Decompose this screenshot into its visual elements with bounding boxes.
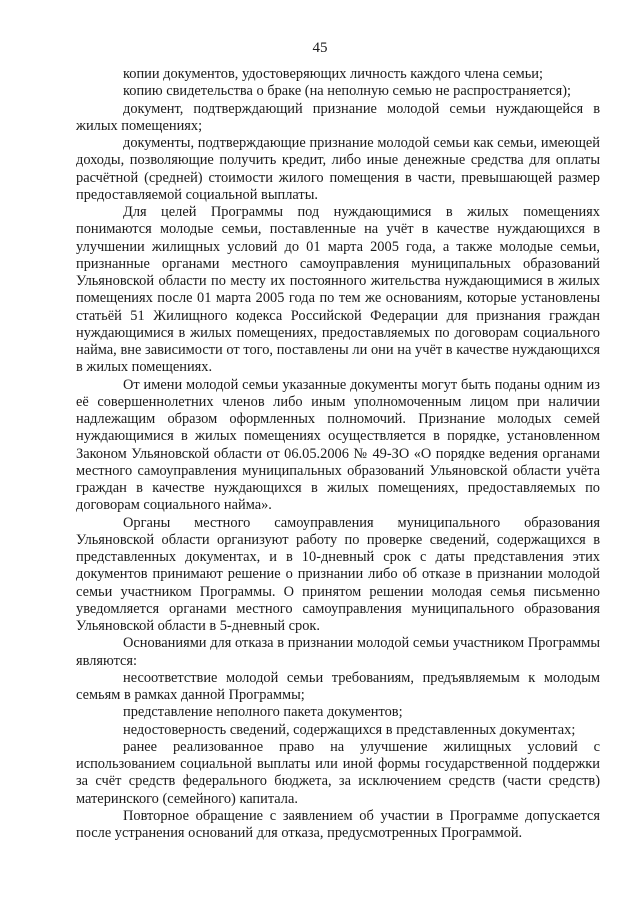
paragraph: От имени молодой семьи указанные документы могут быть поданы одним из её совершеннолетних членов либо иным уполномоченным лицом при наличии надлежащим образом оформленных полномочий. Признание молодых семей нуждающимися в жилых помещениях осуществляется в порядке, установленном Законом Ульяновской области от 06.05.2006 № 49-ЗО «О порядке ведения органами местного самоуправления муниципальных образований Ульяновской области учёта граждан в качестве нуждающихся в жилых помещениях, предоставляемых по договорам социального найма». xyxy=(76,376,600,514)
paragraph: копию свидетельства о браке (на неполную семью не распространяется); xyxy=(123,83,571,100)
paragraph: несоответствие молодой семьи требованиям, предъявляемым к молодым семьям в рамках данной Программы; xyxy=(76,669,600,703)
paragraph: документы, подтверждающие признание молодой семьи как семьи, имеющей доходы, позволяющие получить кредит, либо иные денежные средства для оплаты расчётной (средней) стоимости жилого помещения в части, превышающей размер предоставляемой социальной выплаты. xyxy=(76,135,600,203)
paragraph: Для целей Программы под нуждающимися в жилых помещениях понимаются молодые семьи, поставленные на учёт в качестве нуждающихся в улучшении жилищных условий до 01 марта 2005 года, а также молодые семьи, признанные органами местного самоуправления муниципальных образований Ульяновской области по месту их постоянного жительства нуждающимися в жилых помещениях после 01 марта 2005 года по тем же основаниям, которые установлены статьёй 51 Жилищного кодекса Российской Федерации для признания граждан нуждающимися в жилых помещениях, предоставляемых по договорам социального найма, вне зависимости от того, поставлены ли они на учёт в качестве нуждающихся в жилых помещениях. xyxy=(76,204,600,376)
paragraph: документ, подтверждающий признание молодой семьи нуждающейся в жилых помещениях; xyxy=(76,100,600,134)
document-body xyxy=(76,66,600,842)
paragraph: Органы местного самоуправления муниципального образования Ульяновской области организуют работу по проверке сведений, содержащихся в представленных документах, и в 10-дневный срок с даты представления этих документов принимают решение о признании либо об отказе в признании молодой семьи участником Программы. О принятом решении молодая семья письменно уведомляется органами местного самоуправления муниципального образования Ульяновской области в 5-дневный срок. xyxy=(76,514,600,634)
paragraph: недостоверность сведений, содержащихся в представленных документах; xyxy=(123,721,576,738)
paragraph: Повторное обращение с заявлением об участии в Программе допускается после устранения оснований для отказа, предусмотренных Программой. xyxy=(76,807,600,841)
paragraph: Основаниями для отказа в признании молодой семьи участником Программы являются: xyxy=(76,635,600,669)
paragraph: представление неполного пакета документов; xyxy=(123,704,403,721)
page-number: 45 xyxy=(312,40,328,56)
paragraph: ранее реализованное право на улучшение жилищных условий с использованием социальной выплаты или иной формы государственной поддержки за счёт средств федерального бюджета, за исключением средств (части средств) материнского (семейного) капитала. xyxy=(76,738,600,807)
paragraph: копии документов, удостоверяющих личность каждого члена семьи; xyxy=(123,66,544,82)
